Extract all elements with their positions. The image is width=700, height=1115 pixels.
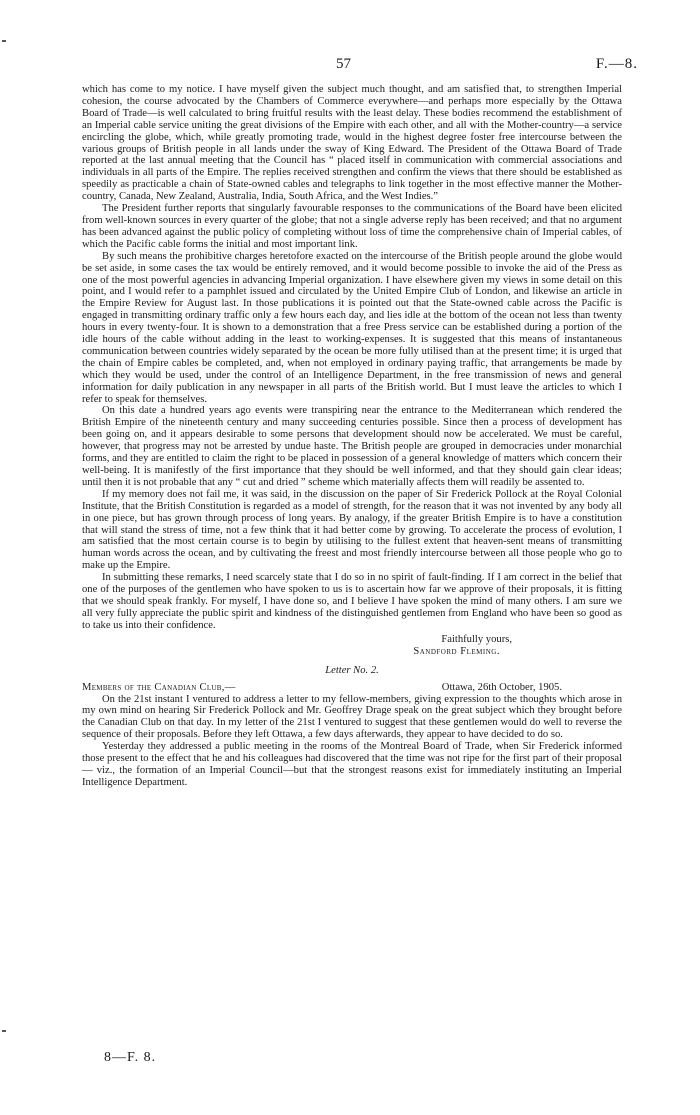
letter-closing — [82, 634, 622, 658]
paragraph: The President further reports that singularly favourable responses to the communications of the Board have been elicited from well-known sources in every quarter of the globe; that not a single adverse reply has been received; and that no argument has been advanced against the public policy of completing without loss of time the comprehensive chain of Imperial cables, of which the Pacific cable forms the initial and most important link. — [82, 203, 622, 250]
letter-body — [82, 84, 622, 789]
page-number: 57 — [336, 56, 351, 72]
paragraph: Yesterday they addressed a public meeting in the rooms of the Montreal Board of Trade, when Sir Frederick informed those present to the effect that he and his colleagues had discovered that the time was not ripe for the first part of their proposal — viz., the formation of an Imperial Council—but that the strongest reasons exist for immediately instituting an Imperial Intelligence Department. — [82, 741, 622, 788]
paragraph: which has come to my notice. I have myself given the subject much thought, and am satisfied that, to strengthen Imperial cohesion, the course advocated by the Chambers of Commerce everywhere—and perhaps more especially by the Ottawa Board of Trade—is well calculated to bring fruitful results with the least delay. These bodies recommend the establishment of an Imperial cable service uniting the great divisions of the Empire with each other, and all with the Mother-country—a service encircling the globe, which, while greatly promoting trade, would in the highest degree foster free intercourse between the various groups of British people in all lands under the sway of King Edward. The President of the Ottawa Board of Trade reported at the last annual meeting that the Council has “ placed itself in communication with commercial associations and individuals in all parts of the Empire. The replies received strengthen and confirm the views that there should be established as speedily as practicable a chain of State-owned cables and telegraphs to link together in the most effective manner the Mother-country, Canada, New Zealand, Australia, India, South Africa, and the West Indies.” — [82, 84, 622, 203]
margin-mark — [2, 1030, 6, 1032]
printer-signature-mark: 8—F. 8. — [104, 1050, 157, 1065]
place-date: Ottawa, 26th October, 1905. — [441, 681, 562, 693]
paragraph: On this date a hundred years ago events were transpiring near the entrance to the Mediterranean which rendered the British Empire of the nineteenth century and many succeeding centuries possible. Since then a process of development has been going on, and it appears desirable to some persons that development should now be accelerated. We must be careful, however, that progress may not be arrested by undue haste. The British people are grouped in democracies under monarchial forms, and they are entitled to claim the right to be placed in possession of a general knowledge of matters which concern their well-being. It is manifestly of the first importance that they should be well informed, and that they should gain clear ideas; until then it is not probable that any “ cut and dried ” scheme which materially affects them will readily be assented to. — [82, 405, 622, 488]
address-line — [82, 682, 622, 694]
paragraph: By such means the prohibitive charges heretofore exacted on the intercourse of the British people around the globe would be set aside, in some cases the tax would be entirely removed, and it would become possible to invoke the aid of the Press as one of the most powerful agencies in advancing Imperial organization. I have elsewhere given my views in some detail on this point, and I would refer to a pamphlet issued and circulated by the United Empire Club of London, and likewise an article in the Empire Review for August last. In those publications it is pointed out that the State-owned cable across the Pacific is engaged in transmitting ordinary traffic only a few hours each day, and lies idle at the bottom of the ocean not less than twenty hours in every twenty-four. It is shown to a demonstration that a free Press service can be established during a portion of the idle hours of the cable without adding in the least to working-expenses. It is suggested that this means of instantaneous communication between countries widely separated by the ocean be more fully utilised than at the present time; it is urged that the chain of Empire cables be completed, and, when not employed in ordinary paying traffic, that arrangements be made by which they would be used, under the control of an Intelligence Department, in the free transmission of news and general information for daily publication in any newspaper in all parts of the British world. But I must leave the articles to which I refer to speak for themselves. — [82, 250, 622, 405]
paragraph: On the 21st instant I ventured to address a letter to my fellow-members, giving expression to the thoughts which arose in my own mind on hearing Sir Frederick Pollock and Mr. Geoffrey Drage speak on the great subject which they brought before the Canadian Club on that day. In my letter of the 21st I ventured to suggest that these gentlemen would do well to reverse the sequence of their proposals. Before they left Ottawa, a few days afterwards, they appear to have decided to do so. — [82, 693, 622, 741]
paragraph: In submitting these remarks, I need scarcely state that I do so in no spirit of fault-finding. If I am correct in the belief that one of the purposes of the gentlemen who have spoken to us is to ascertain how far we approve of their proposals, it is fitting that we should speak frankly. For myself, I have done so, and I believe I have spoken the mind of many others. I am sure we all very fully appreciate the public spirit and kindness of the distinguished gentlemen from England who have been so good as to take us into their confidence. — [82, 572, 622, 631]
document-reference: F.—8. — [595, 56, 638, 72]
valediction: Faithfully yours, — [441, 633, 512, 645]
salutation: Members of the Canadian Club,— — [82, 681, 236, 693]
page-header — [0, 56, 700, 76]
letter-heading: Letter No. 2. — [325, 664, 379, 676]
signature: Sandford Fleming. — [413, 645, 500, 657]
margin-mark — [2, 40, 6, 42]
paragraph: If my memory does not fail me, it was said, in the discussion on the paper of Sir Frederick Pollock at the Royal Colonial Institute, that the British Constitution is regarded as a model of strength, for the reason that it was not invented by any body all in one piece, but has grown through process of long years. By analogy, if the greater British Empire is to have a constitution that will stand the stress of time, not a few think that it had better come by growing. To accelerate the process of evolution, I am satisfied that the most certain course is to begin by utilising to the fullest extent that heaven-sent means of transmitting human words across the ocean, and by cultivating the freest and most friendly intercourse between all those people who go to make up the Empire. — [82, 488, 622, 572]
